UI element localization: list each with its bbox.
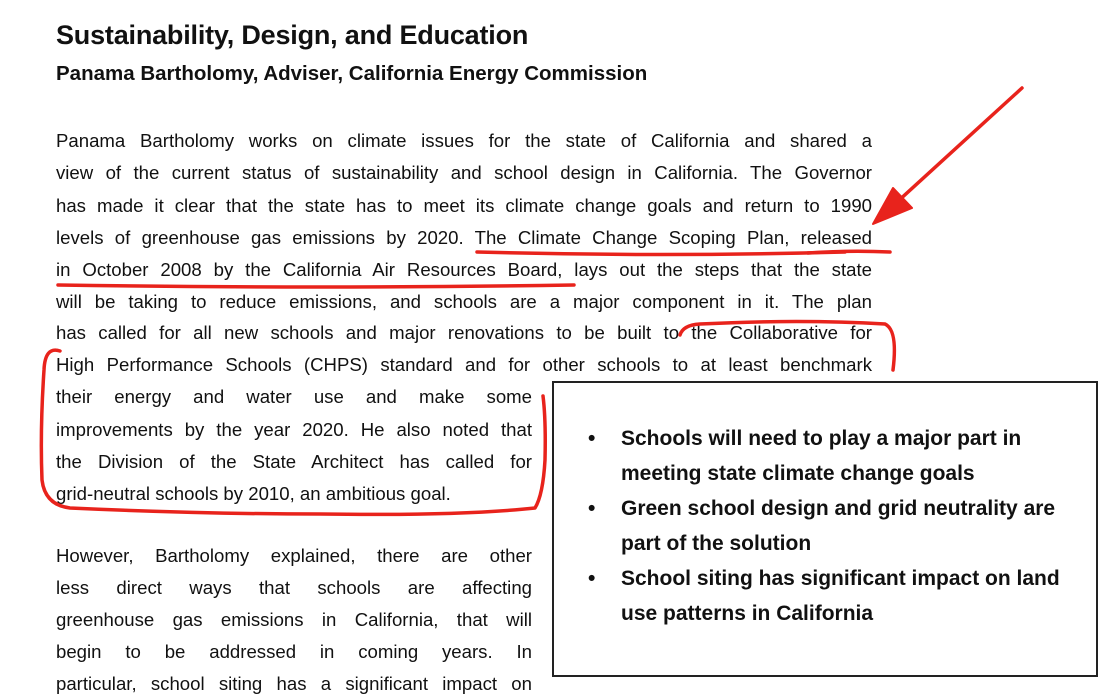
summary-bullet-list — [554, 421, 1096, 631]
text-line: has called for all new schools and major renovations to be built to the Collaborative for — [56, 322, 872, 343]
page-subtitle: Panama Bartholomy, Adviser, California Energy Commission — [56, 62, 648, 85]
bullet-icon: • — [588, 567, 596, 590]
summary-bullet-item — [554, 561, 1096, 631]
summary-bullet-item — [554, 491, 1096, 561]
bullet-icon: • — [588, 427, 596, 450]
text-line: in October 2008 by the California Air Resources Board, lays out the steps that the state — [56, 259, 872, 280]
bullet-text: School siting has significant impact on land use patterns in California — [621, 567, 1060, 625]
text-line: will be taking to reduce emissions, and schools are a major component in it. The plan — [56, 291, 872, 312]
text-line: Panama Bartholomy works on climate issues for the state of California and shared a — [56, 130, 872, 151]
summary-bullet-item — [554, 421, 1096, 491]
text-line: High Performance Schools (CHPS) standard and for other schools to at least benchmark — [56, 354, 872, 375]
text-line: begin to be addressed in coming years. In — [56, 641, 532, 662]
bullet-text: Schools will need to play a major part in meeting state climate change goals — [621, 427, 1022, 485]
text-line: their energy and water use and make some — [56, 386, 532, 407]
text-line: However, Bartholomy explained, there are other — [56, 545, 532, 566]
text-line: view of the current status of sustainability and school design in California. The Governor — [56, 162, 872, 183]
text-line: greenhouse gas emissions in California, that will — [56, 609, 532, 630]
text-line: grid-neutral schools by 2010, an ambitious goal. — [56, 483, 451, 504]
bullet-text: Green school design and grid neutrality are part of the solution — [621, 497, 1056, 555]
page-title: Sustainability, Design, and Education — [56, 20, 529, 50]
arrow-shaft — [885, 88, 1022, 213]
bullet-icon: • — [588, 497, 596, 520]
text-line: has made it clear that the state has to meet its climate change goals and return to 1990 — [56, 195, 872, 216]
text-line: the Division of the State Architect has called for — [56, 451, 532, 472]
text-line: less direct ways that schools are affecting — [56, 577, 532, 598]
arrow-head-icon — [873, 188, 912, 224]
text-line: improvements by the year 2020. He also noted that — [56, 419, 532, 440]
summary-callout-box — [552, 381, 1098, 677]
text-line: levels of greenhouse gas emissions by 2020. The Climate Change Scoping Plan, released — [56, 227, 872, 248]
text-line: particular, school siting has a significant impact on — [56, 673, 532, 694]
underline-air-resources-board — [58, 285, 574, 287]
underline-scoping-plan — [477, 252, 845, 255]
